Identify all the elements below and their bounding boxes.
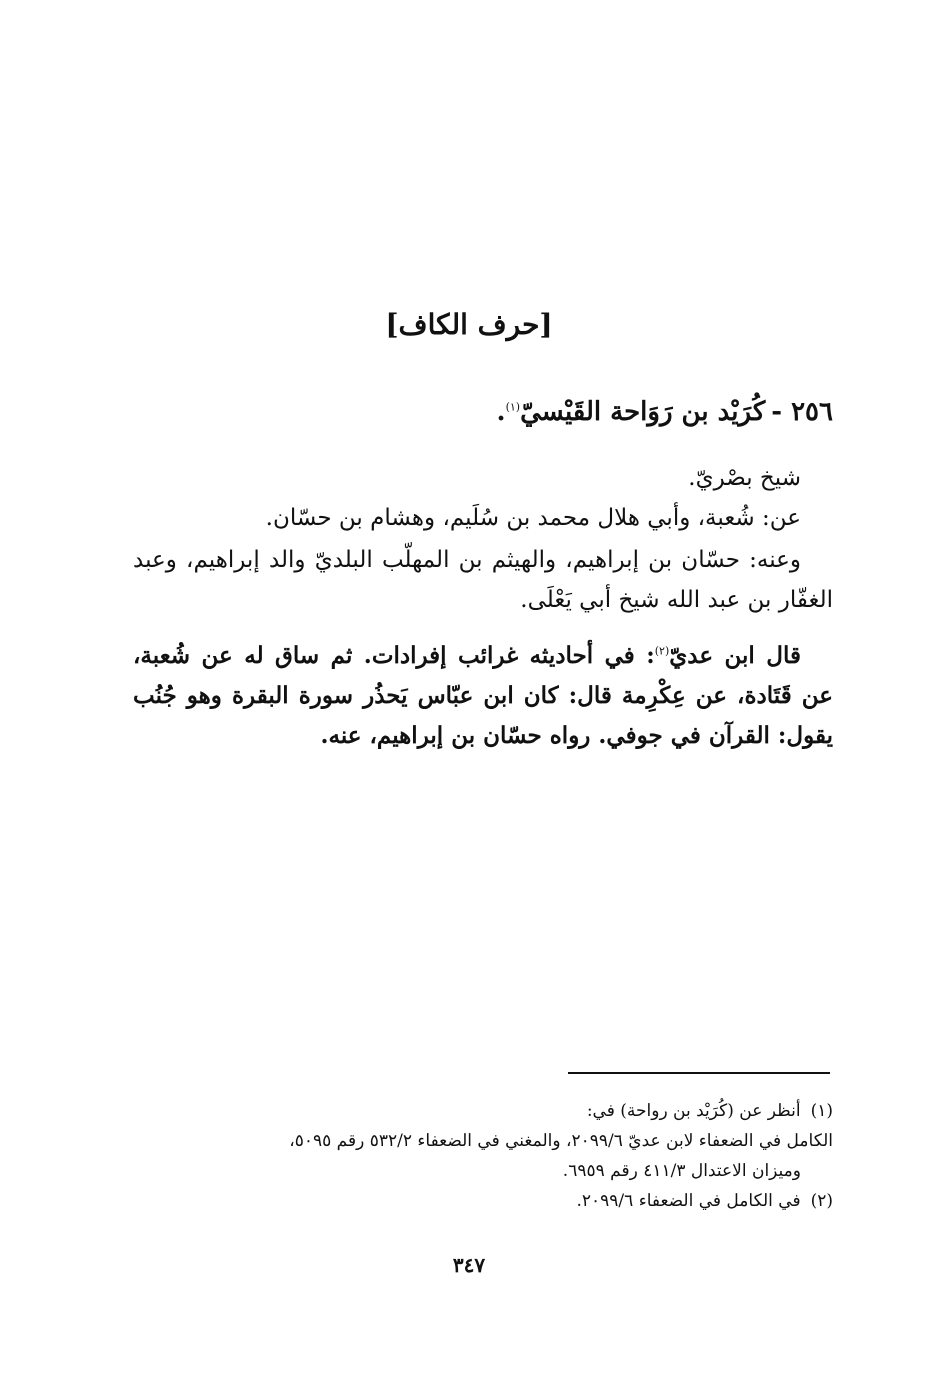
chapter-title: [حرف الكاف] (385, 308, 553, 341)
footnote-ref-1[interactable]: (١) (505, 400, 521, 414)
paragraph-teachers: عن: شُعبة، وأبي هلال محمد بن سُلَيم، وهشام بن حسّان. (265, 505, 801, 531)
entry-body-students (133, 540, 833, 620)
footnote-1-line-2: الكامل في الضعفاء لابن عديّ ٢٠٩٩/٦، والمغني في الضعفاء ٥٣٢/٢ رقم ٥٠٩٥، (289, 1131, 833, 1151)
paragraph-description: شيخ بصْريّ. (688, 465, 801, 491)
paragraph-ibn-adi-quote (133, 636, 833, 756)
quote-rest: : في أحاديثه غرائب إفرادات. ثم ساق له عن شُعبة، عن قَتَادة، عن عِكْرِمة قال: كان ابن عبّاس يَحذُر سورة البقرة وهو جُنُب يقول: القرآن في جوفي. رواه حسّان بن إبراهيم، عنه. (133, 642, 833, 749)
page-number: ٣٤٧ (452, 1253, 486, 1277)
entry-heading (133, 392, 833, 432)
footnote-1-marker: (١) (810, 1101, 833, 1121)
footnote-2-text: في الكامل في الضعفاء ٢٠٩٩/٦. (576, 1191, 801, 1211)
footnote-1 (133, 1096, 833, 1126)
entry-name: كُرَيْد بن رَوَاحة القَيْسيّ (520, 397, 766, 427)
entry-number: ٢٥٦ - (771, 397, 833, 427)
entry-body-top (133, 458, 833, 538)
entry-name-end: . (496, 397, 506, 427)
footnote-ref-2[interactable]: (٢) (654, 644, 670, 658)
entry-body-quote (133, 636, 833, 756)
footnote-divider (568, 1072, 830, 1074)
footnote-2-marker: (٢) (810, 1191, 833, 1211)
footnotes (133, 1096, 833, 1216)
paragraph-students: وعنه: حسّان بن إبراهيم، والهيثم بن المهلّب البلديّ والد إبراهيم، وعبد الغفّار بن عبد الله شيخ أبي يَعْلَى. (133, 547, 833, 613)
quote-start: قال ابن عديّ (669, 642, 801, 669)
footnote-1-line-3: وميزان الاعتدال ٤١١/٣ رقم ٦٩٥٩. (562, 1161, 801, 1181)
footnote-1-line-1: أنظر عن (كُرَيْد بن رواحة) في: (586, 1101, 801, 1121)
footnote-2 (133, 1186, 833, 1216)
